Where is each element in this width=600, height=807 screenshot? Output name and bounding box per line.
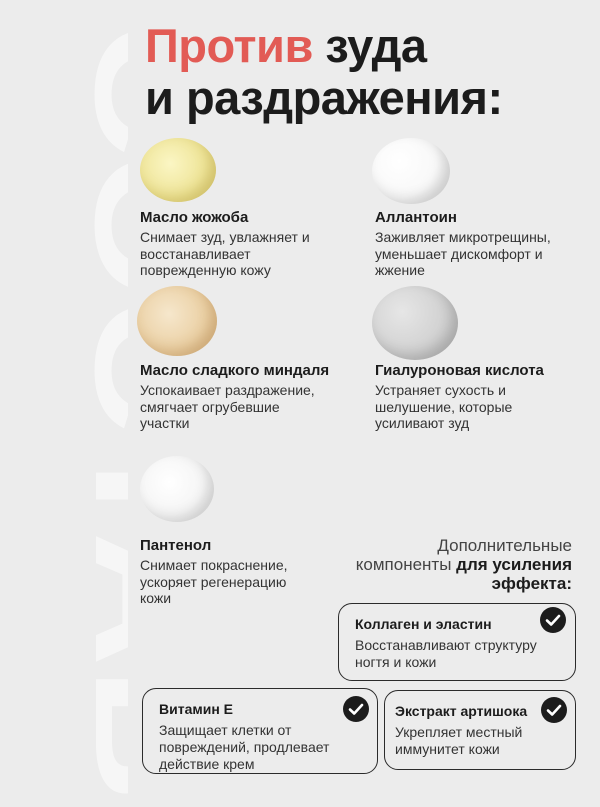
card-name: Экстракт артишока xyxy=(395,703,528,719)
ingredient-name: Пантенол xyxy=(140,537,212,554)
background-word xyxy=(0,22,128,802)
ingredient-name: Гиалуроновая кислота xyxy=(375,362,544,379)
check-icon xyxy=(540,607,566,633)
extra-line3-bold: эффекта: xyxy=(491,574,572,593)
ingredient-allantoin xyxy=(375,209,585,279)
check-icon xyxy=(343,696,369,722)
card-desc: Укрепляет местный иммунитет кожи xyxy=(395,724,523,757)
check-icon xyxy=(541,697,567,723)
title-line1-rest: зуда xyxy=(325,19,427,72)
allantoin-drop-image xyxy=(372,138,450,204)
ingredient-desc: Устраняет сухость и шелушение, которые усиливают зуд xyxy=(375,382,513,431)
ingredient-desc: Заживляет микротрещины, уменьшает дискомфорт и жжение xyxy=(375,229,551,278)
ingredient-desc: Успокаивает раздражение, смягчает огрубевшие участки xyxy=(140,382,315,431)
extra-line1: Дополнительные xyxy=(437,536,572,555)
almond-oil-drop-image xyxy=(137,286,217,356)
hyaluronic-acid-drop-image xyxy=(372,286,458,360)
ingredient-name: Масло жожоба xyxy=(140,209,249,226)
ingredient-desc: Снимает покраснение, ускоряет регенерацию кожи xyxy=(140,557,288,606)
title-accent: Против xyxy=(145,19,313,72)
title-line2: и раздражения: xyxy=(145,71,503,124)
ingredient-name: Масло сладкого миндаля xyxy=(140,362,330,379)
ingredient-almond xyxy=(140,362,330,432)
ingredient-desc: Снимает зуд, увлажняет и восстанавливает поврежденную кожу xyxy=(140,229,310,278)
page-title xyxy=(145,20,503,124)
panthenol-drop-image xyxy=(140,456,214,522)
additional-components-heading xyxy=(312,536,572,593)
extra-line2-plain: компоненты xyxy=(355,555,457,574)
card-desc: Восстанавливают структуру ногтя и кожи xyxy=(355,637,537,670)
card-name: Витамин Е xyxy=(159,701,234,717)
ingredient-jojoba xyxy=(140,209,345,279)
card-desc: Защищает клетки от повреждений, продлевает действие крем xyxy=(159,722,330,772)
background-word-text: СОСТАВ xyxy=(64,22,128,647)
card-name: Коллаген и эластин xyxy=(355,616,492,632)
ingredient-name: Аллантоин xyxy=(375,209,457,226)
extra-line2-bold: для усиления xyxy=(456,555,572,574)
ingredient-hyaluronic xyxy=(375,362,545,432)
jojoba-oil-drop-image xyxy=(140,138,216,202)
ingredient-panthenol xyxy=(140,537,320,607)
